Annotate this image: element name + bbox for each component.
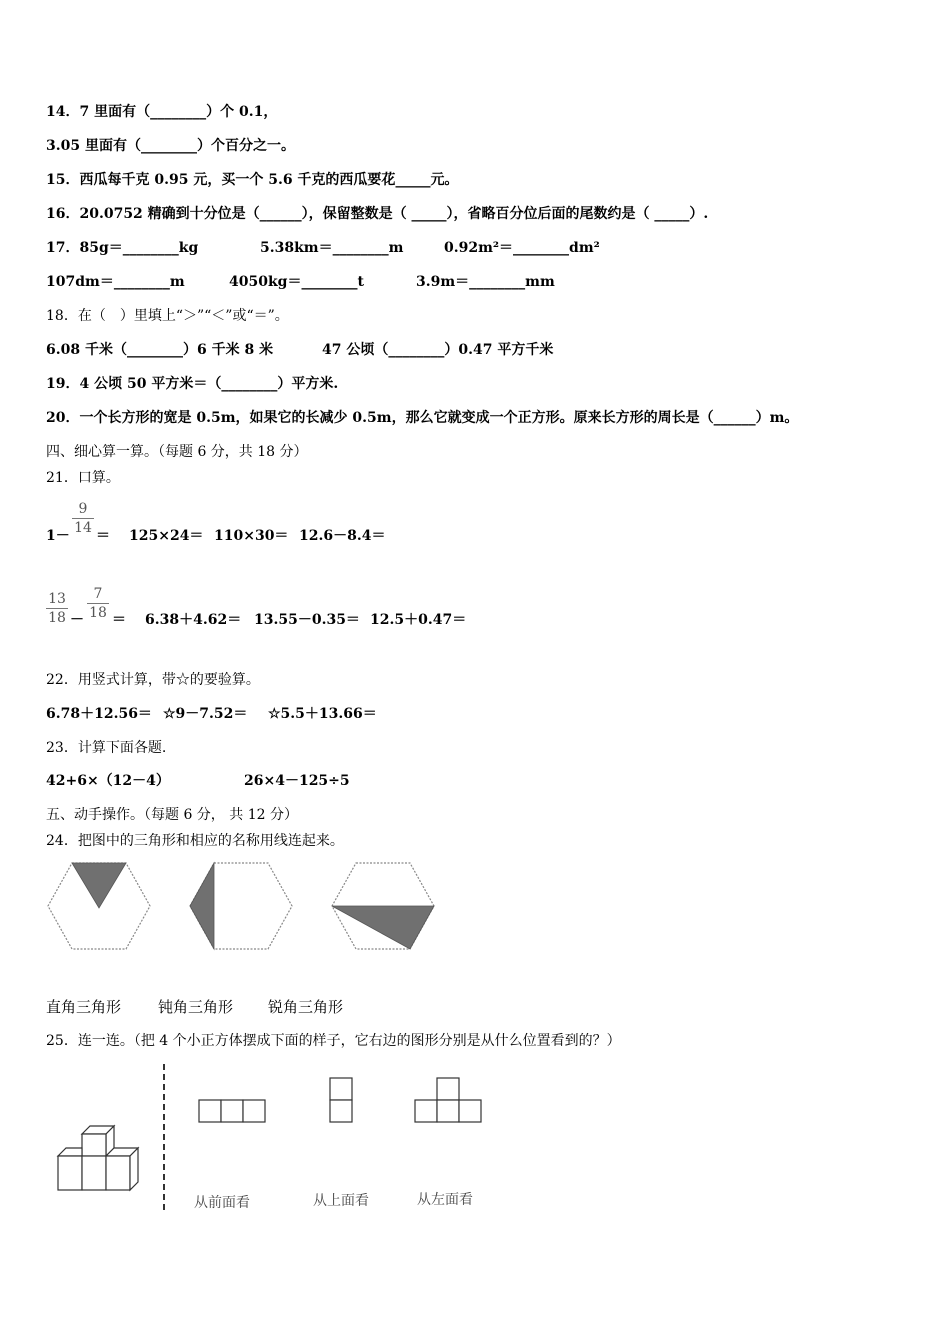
- q17-item-1: 17．85g＝________kg: [46, 240, 199, 256]
- q14-line: 14．7 里面有（________）个 0.1，: [46, 104, 278, 120]
- q21-row2-fraction-2: 7 18: [87, 585, 109, 622]
- view-caption-front: 从前面看: [194, 1195, 250, 1211]
- q21-row1-item-3: 12.6－8.4＝: [299, 528, 386, 544]
- q18b-item-2: 47 公顷（________）0.47 平方千米: [322, 342, 554, 358]
- dashed-divider: [160, 1064, 168, 1210]
- q21-row2-eq: ＝: [112, 612, 126, 628]
- q24-name-3: 锐角三角形: [268, 998, 344, 1016]
- q23-line: 23．计算下面各题.: [46, 740, 167, 756]
- front-view-figure: [197, 1098, 267, 1124]
- q18-line: 18．在（ ）里填上“＞”“＜”或“＝”。: [46, 308, 289, 324]
- q21-line: 21．口算。: [46, 470, 120, 486]
- q24-name-1: 直角三角形: [46, 998, 122, 1016]
- q15-blank[interactable]: _____: [395, 172, 431, 188]
- q21-row2-item-3: 12.5＋0.47＝: [370, 612, 467, 628]
- q17-item-3: 0.92m²＝________dm²: [444, 240, 600, 256]
- q14-blank[interactable]: ________: [150, 104, 207, 120]
- top-view-figure: [328, 1076, 354, 1124]
- q23-item-1: 42+6×（12－4）: [46, 773, 170, 789]
- q17b-item-1: 107dm＝________m: [46, 274, 185, 290]
- q21-row1-item-2: 110×30＝: [214, 528, 289, 544]
- q22-item-3: ☆5.5＋13.66＝: [268, 706, 377, 722]
- q21-row1-eq: ＝: [96, 528, 110, 544]
- q21-row2-item-2: 13.55－0.35＝: [254, 612, 360, 628]
- q24-name-2: 钝角三角形: [158, 998, 234, 1016]
- q22-item-1: 6.78＋12.56＝: [46, 706, 152, 722]
- q20-line: 20．一个长方形的宽是 0.5m，如果它的长减少 0.5m，那么它就变成一个正方形。原来长方形的周长是（______）m。: [46, 410, 799, 426]
- q16-line: 16．20.0752 精确到十分位是（______），保留整数是（ _____），省略百分位后面的尾数约是（ _____）.: [46, 206, 709, 222]
- q15-line: 15．西瓜每千克 0.95 元，买一个 5.6 千克的西瓜要花_____元。: [46, 172, 459, 188]
- hexagon-figure-3: [328, 860, 438, 952]
- cube-stack-figure: [50, 1120, 150, 1195]
- section-4-heading: 四、细心算一算。（每题 6 分，共 18 分）: [46, 444, 308, 460]
- q21-row2-fraction-1: 13 18: [46, 590, 68, 627]
- q22-item-2: ☆9－7.52＝: [163, 706, 248, 722]
- q24-line: 24．把图中的三角形和相应的名称用线连起来。: [46, 833, 344, 849]
- q19-line: 19．4 公顷 50 平方米＝（________）平方米.: [46, 376, 339, 392]
- section-5-heading: 五、动手操作。（每题 6 分， 共 12 分）: [46, 807, 298, 823]
- q21-row1-lead: 1－: [46, 528, 70, 544]
- q22-line: 22．用竖式计算，带☆的要验算。: [46, 672, 260, 688]
- q17-item-2: 5.38km＝________m: [260, 240, 404, 256]
- q21-row2-item-1: 6.38＋4.62＝: [145, 612, 242, 628]
- q21-row1-item-1: 125×24＝: [129, 528, 204, 544]
- q21-row1-fraction: 9 14: [72, 500, 94, 537]
- q14b-blank[interactable]: ________: [140, 138, 197, 154]
- hexagon-figure-1: [44, 860, 154, 952]
- q17b-item-3: 3.9m＝________mm: [416, 274, 555, 290]
- q25-line: 25．连一连。（把 4 个小正方体摆成下面的样子，它右边的图形分别是从什么位置看到的？）: [46, 1033, 621, 1049]
- left-view-figure: [413, 1076, 483, 1124]
- q21-row2-minus: －: [70, 612, 84, 628]
- view-caption-top: 从上面看: [313, 1193, 369, 1209]
- q23-item-2: 26×4－125÷5: [244, 773, 350, 789]
- q17b-item-2: 4050kg＝________t: [229, 274, 364, 290]
- hexagon-figure-2: [186, 860, 296, 952]
- view-caption-left: 从左面看: [417, 1192, 473, 1208]
- q18b-item-1: 6.08 千米（________）6 千米 8 米: [46, 342, 274, 358]
- q14b-line: 3.05 里面有（________）个百分之一。: [46, 138, 295, 154]
